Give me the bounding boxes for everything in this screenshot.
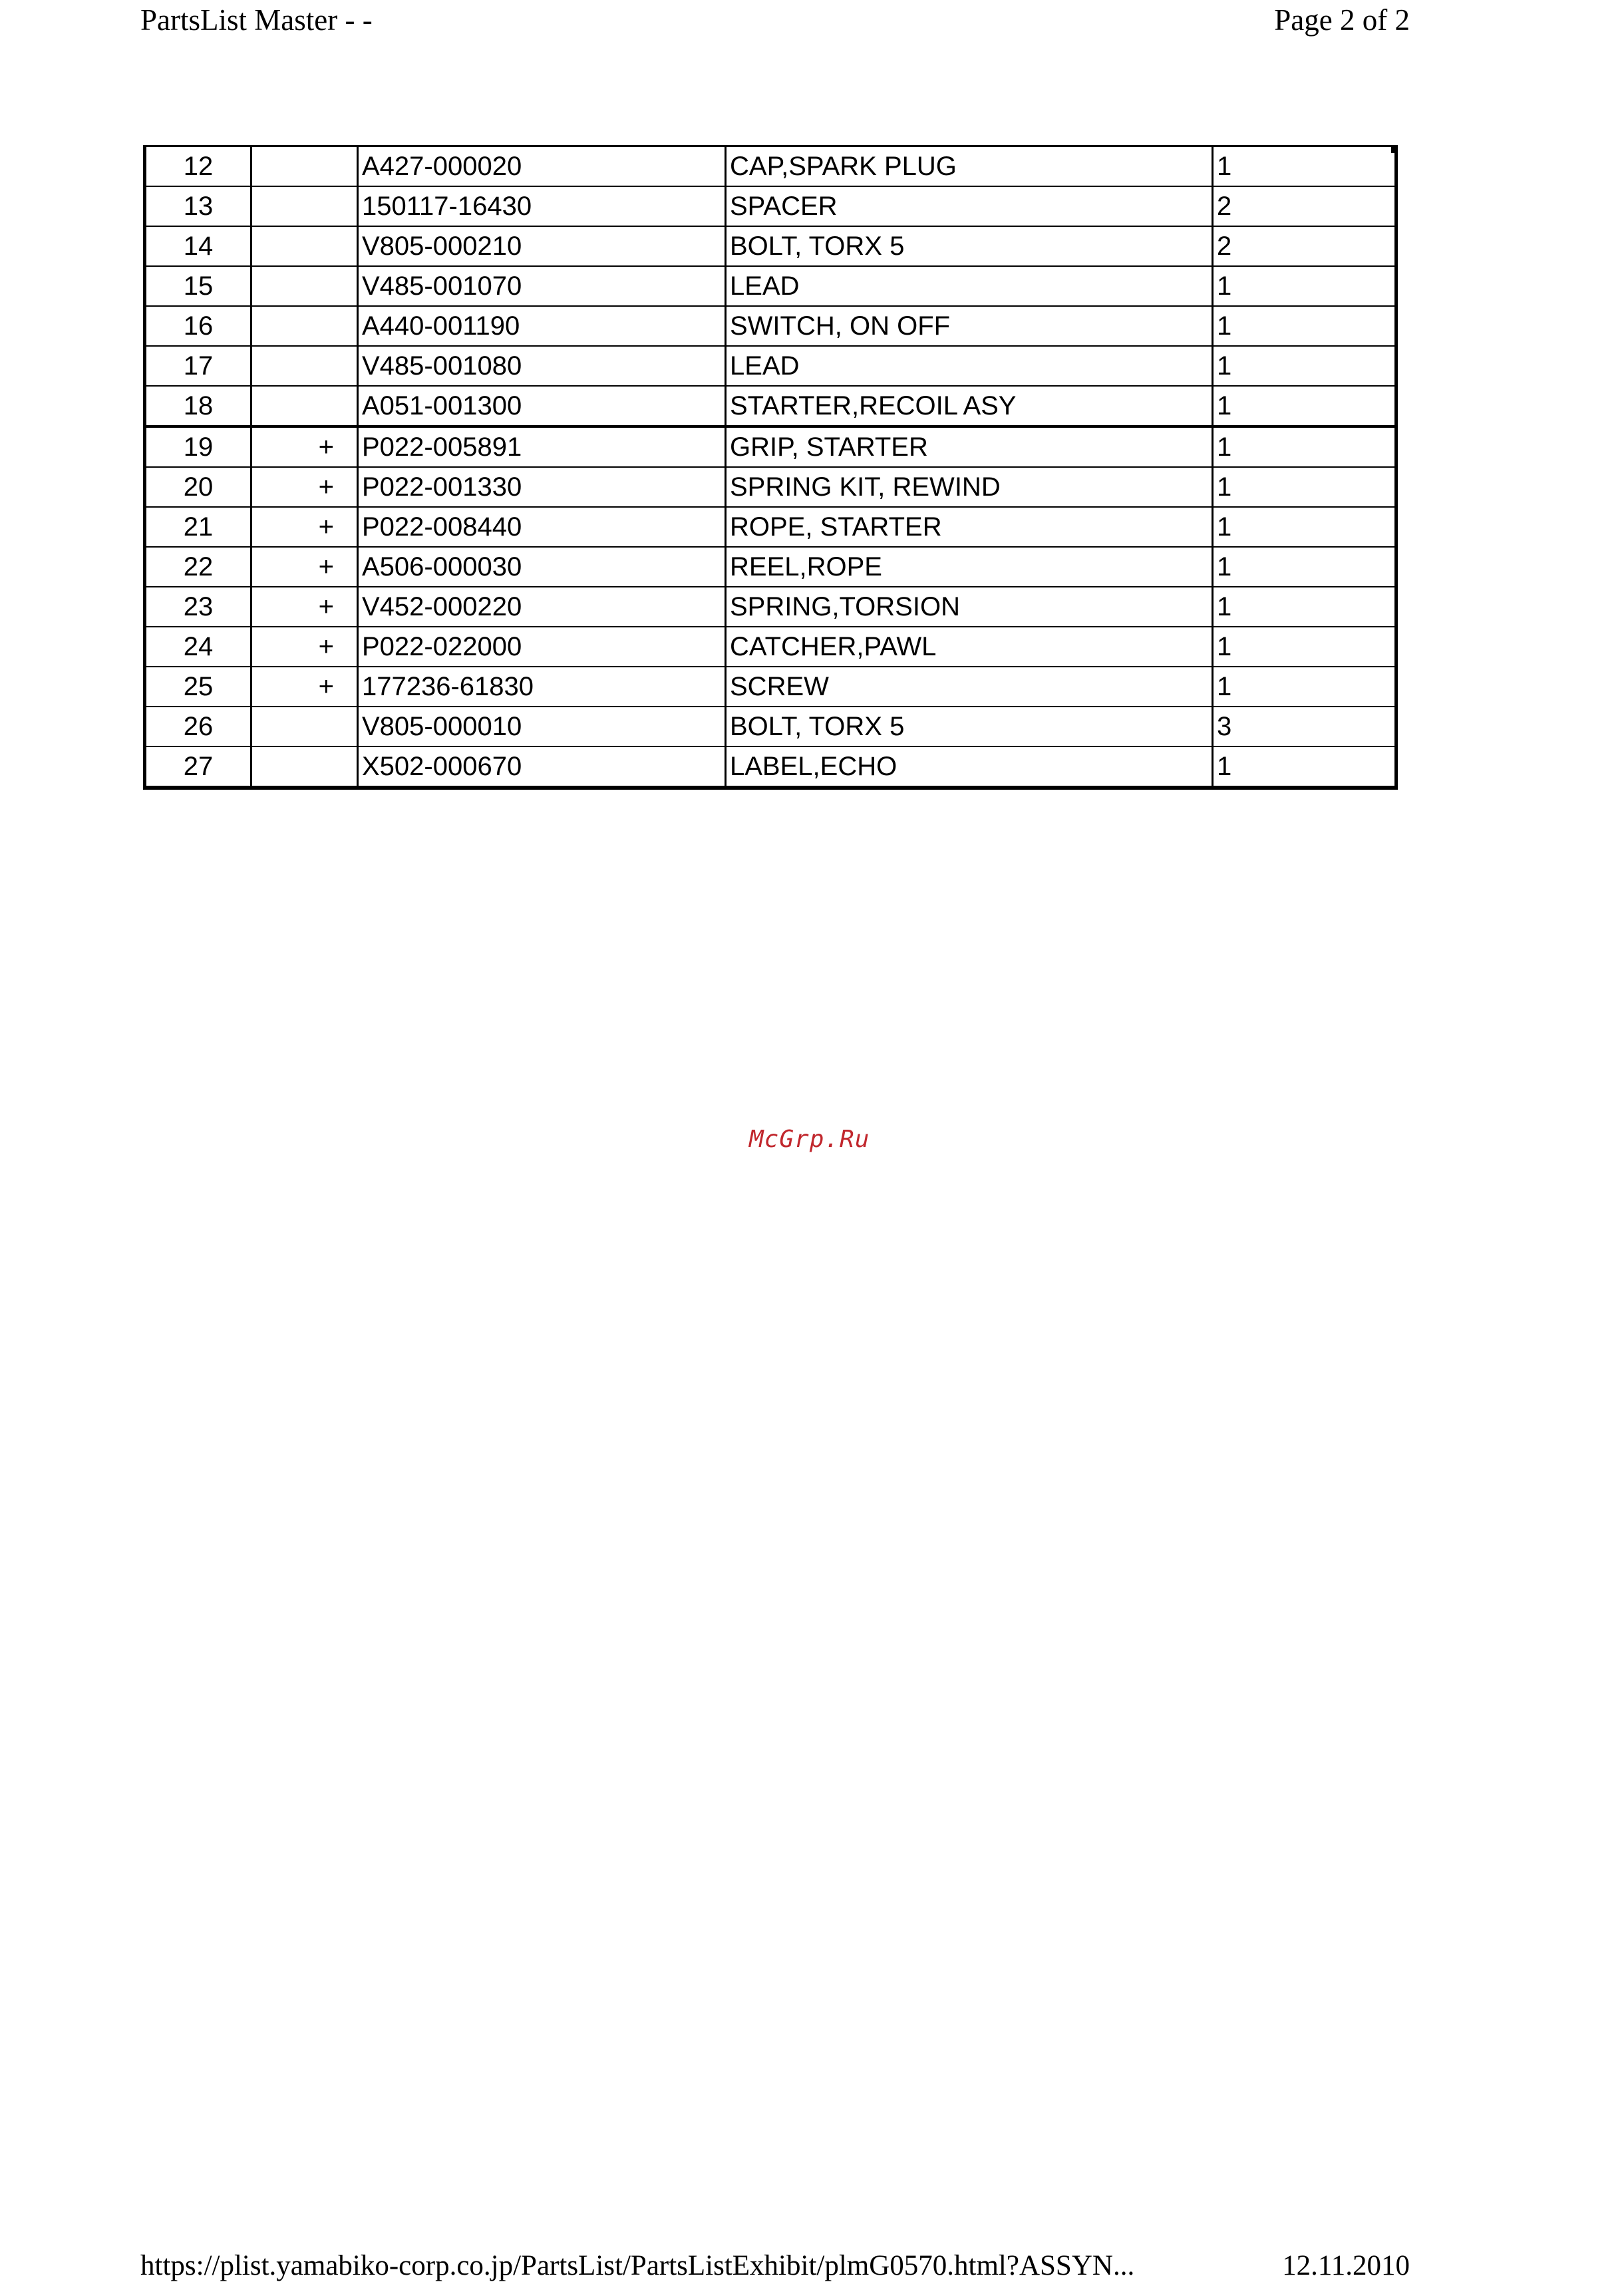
sub-part-mark-cell: + xyxy=(251,547,358,587)
description-cell: LEAD xyxy=(726,346,1213,386)
table-row xyxy=(145,547,1396,587)
table-row xyxy=(145,746,1396,788)
sub-part-mark-cell: + xyxy=(251,507,358,547)
part-number-cell: V805-000210 xyxy=(358,226,726,266)
quantity-cell: 1 xyxy=(1213,306,1396,346)
item-number-cell: 22 xyxy=(145,547,251,587)
quantity-cell: 2 xyxy=(1213,186,1396,226)
description-cell: SPRING KIT, REWIND xyxy=(726,467,1213,507)
sub-part-mark-cell: + xyxy=(251,467,358,507)
part-number-cell: P022-008440 xyxy=(358,507,726,547)
table-row xyxy=(145,306,1396,346)
quantity-cell: 1 xyxy=(1213,627,1396,667)
sub-part-mark-cell xyxy=(251,306,358,346)
item-number-cell: 27 xyxy=(145,746,251,788)
quantity-cell: 3 xyxy=(1213,707,1396,746)
description-cell: STARTER,RECOIL ASY xyxy=(726,386,1213,426)
quantity-cell: 1 xyxy=(1213,507,1396,547)
description-cell: ROPE, STARTER xyxy=(726,507,1213,547)
item-number-cell: 24 xyxy=(145,627,251,667)
sub-part-mark-cell xyxy=(251,266,358,306)
table-row xyxy=(145,186,1396,226)
item-number-cell: 20 xyxy=(145,467,251,507)
item-number-cell: 15 xyxy=(145,266,251,306)
description-cell: SWITCH, ON OFF xyxy=(726,306,1213,346)
table-row xyxy=(145,587,1396,627)
sub-part-mark-cell xyxy=(251,346,358,386)
quantity-cell: 1 xyxy=(1213,667,1396,707)
sub-part-mark-cell xyxy=(251,707,358,746)
item-number-cell: 19 xyxy=(145,426,251,467)
quantity-cell: 1 xyxy=(1213,386,1396,426)
part-number-cell: 150117-16430 xyxy=(358,186,726,226)
part-number-cell: P022-005891 xyxy=(358,426,726,467)
quantity-cell: 1 xyxy=(1213,266,1396,306)
quantity-cell: 1 xyxy=(1213,467,1396,507)
source-url: https://plist.yamabiko-corp.co.jp/PartsList/PartsListExhibit/plmG0570.html?ASSYN... xyxy=(140,2250,1135,2281)
part-number-cell: A440-001190 xyxy=(358,306,726,346)
description-cell: SCREW xyxy=(726,667,1213,707)
table-row xyxy=(145,346,1396,386)
item-number-cell: 17 xyxy=(145,346,251,386)
page-indicator: Page 2 of 2 xyxy=(1274,3,1410,37)
quantity-cell: 1 xyxy=(1213,146,1396,187)
quantity-cell: 2 xyxy=(1213,226,1396,266)
sub-part-mark-cell: + xyxy=(251,627,358,667)
description-cell: SPRING,TORSION xyxy=(726,587,1213,627)
table-row xyxy=(145,386,1396,426)
part-number-cell: P022-001330 xyxy=(358,467,726,507)
part-number-cell: 177236-61830 xyxy=(358,667,726,707)
description-cell: LABEL,ECHO xyxy=(726,746,1213,788)
sub-part-mark-cell xyxy=(251,746,358,788)
item-number-cell: 13 xyxy=(145,186,251,226)
part-number-cell: V485-001070 xyxy=(358,266,726,306)
parts-table-body xyxy=(145,146,1396,788)
part-number-cell: X502-000670 xyxy=(358,746,726,788)
table-row xyxy=(145,146,1396,187)
item-number-cell: 14 xyxy=(145,226,251,266)
part-number-cell: A427-000020 xyxy=(358,146,726,187)
description-cell: REEL,ROPE xyxy=(726,547,1213,587)
item-number-cell: 23 xyxy=(145,587,251,627)
table-row xyxy=(145,266,1396,306)
description-cell: SPACER xyxy=(726,186,1213,226)
part-number-cell: V452-000220 xyxy=(358,587,726,627)
item-number-cell: 26 xyxy=(145,707,251,746)
table-row xyxy=(145,667,1396,707)
parts-table xyxy=(143,145,1398,790)
description-cell: BOLT, TORX 5 xyxy=(726,707,1213,746)
quantity-cell: 1 xyxy=(1213,426,1396,467)
table-row xyxy=(145,467,1396,507)
quantity-cell: 1 xyxy=(1213,746,1396,788)
quantity-cell: 1 xyxy=(1213,346,1396,386)
part-number-cell: P022-022000 xyxy=(358,627,726,667)
item-number-cell: 12 xyxy=(145,146,251,187)
sub-part-mark-cell xyxy=(251,146,358,187)
sub-part-mark-cell xyxy=(251,386,358,426)
item-number-cell: 16 xyxy=(145,306,251,346)
part-number-cell: V485-001080 xyxy=(358,346,726,386)
table-row xyxy=(145,507,1396,547)
sub-part-mark-cell: + xyxy=(251,587,358,627)
item-number-cell: 21 xyxy=(145,507,251,547)
watermark: McGrp.Ru xyxy=(749,1126,870,1153)
table-row xyxy=(145,226,1396,266)
sub-part-mark-cell: + xyxy=(251,667,358,707)
description-cell: GRIP, STARTER xyxy=(726,426,1213,467)
print-date: 12.11.2010 xyxy=(1282,2250,1410,2281)
description-cell: LEAD xyxy=(726,266,1213,306)
quantity-cell: 1 xyxy=(1213,587,1396,627)
part-number-cell: A506-000030 xyxy=(358,547,726,587)
document-title: PartsList Master - - xyxy=(140,3,373,37)
sub-part-mark-cell xyxy=(251,186,358,226)
description-cell: BOLT, TORX 5 xyxy=(726,226,1213,266)
part-number-cell: V805-000010 xyxy=(358,707,726,746)
description-cell: CAP,SPARK PLUG xyxy=(726,146,1213,187)
part-number-cell: A051-001300 xyxy=(358,386,726,426)
quantity-cell: 1 xyxy=(1213,547,1396,587)
item-number-cell: 18 xyxy=(145,386,251,426)
table-row xyxy=(145,707,1396,746)
description-cell: CATCHER,PAWL xyxy=(726,627,1213,667)
table-row xyxy=(145,627,1396,667)
sub-part-mark-cell xyxy=(251,226,358,266)
table-row xyxy=(145,426,1396,467)
item-number-cell: 25 xyxy=(145,667,251,707)
sub-part-mark-cell: + xyxy=(251,426,358,467)
